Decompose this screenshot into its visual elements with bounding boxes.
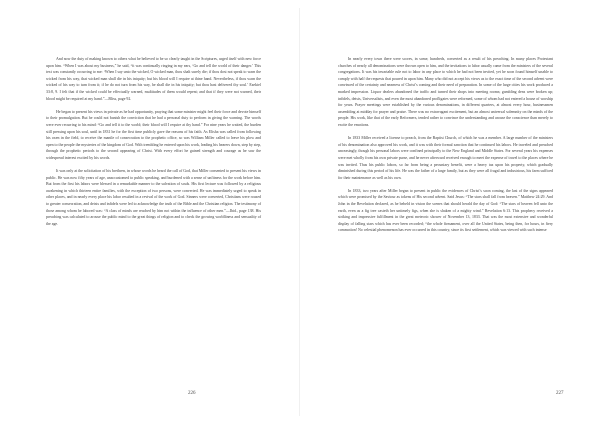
paragraph: And now the duty of making known to others what he believed to be so clearly taught in the Scriptures, urged itself with new force upon him. “When I was about my business,” he said, “it was continually ringing in my ears, ‘Go and tell the world of their danger.’ This text was constantly occurring to me: ‘When I say unto the wicked, O wicked man, thou shalt surely die; if thou dost not speak to warn the wicked from his way, that wicked man shall die in his iniquity; but his blood will I require at thine hand. Nevertheless, if thou warn the wicked of his way to turn from it; if he do not turn from his way, he shall die in his iniquity; but thou hast delivered thy soul.’ Ezekiel 33:8, 9. I felt that if the wicked could be effectually warned, multitudes of them would repent; and that if they were not warned, their blood might be required at my hand.”—Bliss, page 92. — [46, 57, 261, 101]
paragraph: In 1833 Miller received a license to preach, from the Baptist Church, of which he was a member. A large number of the ministers of his denomination also approved his work, and it was with their formal sanction that he continued his labors. He traveled and preached unceasingly, though his personal labors were confined principally to the New England and Middle States. For several years his expenses were met wholly from his own private purse, and he never afterward received enough to meet the expense of travel to the places where he was invited. Thus his public labors, so far from being a pecuniary benefit, were a heavy tax upon his property, which gradually diminished during this period of his life. He was the father of a large family, but as they were all frugal and industrious, his farm sufficed for their maintenance as well as his own. — [338, 136, 553, 180]
page-number-left: 226 — [188, 391, 196, 396]
paragraph: It was only at the solicitation of his brethren, in whose words he heard the call of God, that Miller consented to present his views in public. He was now fifty years of age, unaccustomed to public speaking, and burdened with a sense of unfitness for the work before him. But from the first his labors were blessed in a remarkable manner to the salvation of souls. His first lecture was followed by a religious awakening in which thirteen entire families, with the exception of two persons, were converted. He was immediately urged to speak in other places, and in nearly every place his labor resulted in a revival of the work of God. Sinners were converted, Christians were roused to greater consecration, and deists and infidels were led to acknowledge the truth of the Bible and the Christian religion. The testimony of those among whom he labored was: “A class of minds are reached by him not within the influence of other men.”—Ibid., page 138. His preaching was calculated to arouse the public mind to the great things of religion and to check the growing worldliness and sensuality of the age. — [46, 169, 261, 226]
paragraph: In 1833, two years after Miller began to present in public the evidences of Christ’s soon coming, the last of the signs appeared which were promised by the Saviour as tokens of His second advent. Said Jesus: “The stars shall fall from heaven.” Matthew 24:29. And John in the Revelation declared, as he beheld in vision the scenes that should herald the day of God: “The stars of heaven fell unto the earth, even as a fig tree casteth her untimely figs, when she is shaken of a mighty wind.” Revelation 6:13. This prophecy received a striking and impressive fulfillment in the great meteoric shower of November 13, 1833. That was the most extensive and wonderful display of falling stars which has ever been recorded; “the whole firmament, over all the United States, being then, for hours, in fiery commotion! No celestial phenomenon has ever occurred in this country, since its first settlement, which was viewed with such intense — [338, 188, 553, 233]
left-page-text — [46, 56, 261, 234]
right-page-text — [338, 56, 553, 241]
page-number-right: 227 — [556, 391, 564, 396]
paragraph: In nearly every town there were scores, in some, hundreds, converted as a result of his preaching. In many places Protestant churches of nearly all denominations were thrown open to him, and the invitations to labor usually came from the ministers of the several congregations. It was his invariable rule not to labor in any place to which he had not been invited, yet he soon found himself unable to comply with half the requests that poured in upon him. Many who did not accept his views as to the exact time of the second advent were convinced of the certainty and nearness of Christ’s coming and their need of preparation. In some of the large cities his work produced a marked impression. Liquor dealers abandoned the traffic and turned their shops into meeting rooms; gambling dens were broken up; infidels, deists, Universalists, and even the most abandoned profligates were reformed, some of whom had not entered a house of worship for years. Prayer meetings were established by the various denominations, in different quarters, at almost every hour, businessmen assembling at midday for prayer and praise. There was no extravagant excitement, but an almost universal solemnity on the minds of the people. His work, like that of the early Reformers, tended rather to convince the understanding and arouse the conscience than merely to excite the emotions. — [338, 57, 553, 127]
paragraph: He began to present his views in private as he had opportunity, praying that some minister might feel their force and devote himself to their promulgation. But he could not banish the conviction that he had a personal duty to perform in giving the warning. The words were ever recurring to his mind: “Go and tell it to the world; their blood will I require at thy hand.” For nine years he waited, the burden still pressing upon his soul, until in 1831 he for the first time publicly gave the reasons of his faith. As Elisha was called from following his oxen in the field, to receive the mantle of consecration to the prophetic office, so was William Miller called to leave his plow and open to the people the mysteries of the kingdom of God. With trembling he entered upon his work, leading his hearers down, step by step, through the prophetic periods to the second appearing of Christ. With every effort he gained strength and courage as he saw the widespread interest excited by his words. — [46, 109, 261, 160]
right-page — [300, 0, 600, 424]
